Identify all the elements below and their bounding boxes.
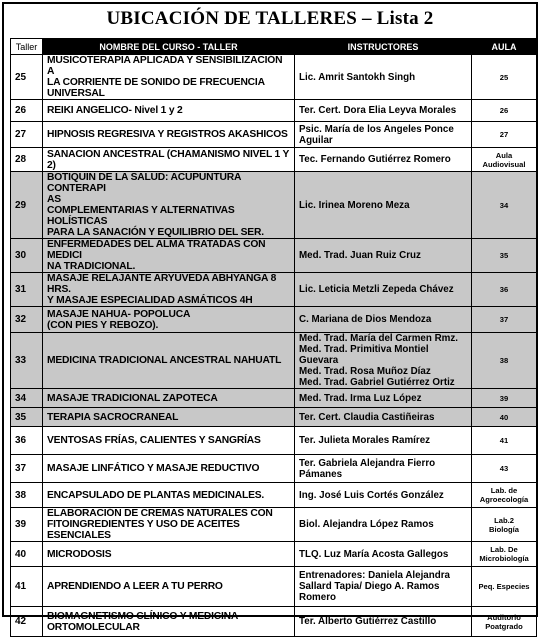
taller-number: 29 bbox=[15, 199, 27, 211]
table-row bbox=[11, 483, 537, 508]
aula-name-cell bbox=[472, 389, 537, 408]
taller-number-cell bbox=[11, 100, 43, 122]
instructor-name: Lic. Leticia Metzli Zepeda Chávez bbox=[299, 284, 454, 295]
course-name: MASAJE RELAJANTE ARYUVEDA ABHYANGA 8 HRS. Y MASAJE ESPECIALIDAD ASMÁTICOS 4H bbox=[47, 273, 277, 306]
course-name-cell bbox=[43, 408, 295, 427]
course-name-cell bbox=[43, 100, 295, 122]
course-name-cell bbox=[43, 239, 295, 273]
taller-number-cell bbox=[11, 483, 43, 508]
aula-name-cell bbox=[472, 427, 537, 455]
instructor-name: Ter. Cert. Dora Elia Leyva Morales bbox=[299, 105, 457, 116]
course-name: ENFERMEDADES DEL ALMA TRATADAS CON MEDICI NA TRADICIONAL. bbox=[47, 239, 266, 272]
course-name-cell bbox=[43, 122, 295, 148]
taller-number-cell bbox=[11, 333, 43, 389]
instructor-name-cell bbox=[295, 239, 472, 273]
table-row bbox=[11, 100, 537, 122]
course-name: BOTIQUIN DE LA SALUD: ACUPUNTURA CONTERAPI AS COMPLEMENTARIAS Y ALTERNATIVAS HOLÍSTICAS PARA LA SANACIÓN Y EQUILIBRIO DEL SER. bbox=[47, 172, 264, 238]
table-row bbox=[11, 172, 537, 239]
instructor-name: Med. Trad. Irma Luz López bbox=[299, 392, 422, 404]
taller-number-cell bbox=[11, 607, 43, 637]
instructor-name: C. Mariana de Dios Mendoza bbox=[299, 314, 432, 325]
page-title: UBICACIÓN DE TALLERES – Lista 2 bbox=[106, 8, 434, 29]
aula-name: Aula Audiovisual bbox=[482, 150, 526, 169]
course-name: ENCAPSULADO DE PLANTAS MEDICINALES. bbox=[47, 489, 265, 501]
instructor-name-cell bbox=[295, 333, 472, 389]
course-name: ELABORACIÓN DE CREMAS NATURALES CON FITOINGREDIENTES Y USO DE ACEITES ESENCIALES bbox=[47, 508, 273, 541]
instructor-name: Med. Trad. María del Carmen Rmz. Med. Trad. Primitiva Montiel Guevara Med. Trad. Rosa Muñoz Díaz Med. Trad. Gabriel Gutiérrez Ortiz bbox=[299, 333, 458, 388]
taller-number-cell bbox=[11, 542, 43, 567]
instructor-name: Ter. Gabriela Alejandra Fierro Pámanes bbox=[299, 457, 436, 480]
table-row bbox=[11, 508, 537, 542]
course-name: TERAPIA SACROCRANEAL bbox=[47, 411, 179, 423]
taller-number: 41 bbox=[15, 581, 27, 592]
instructor-name: Ter. Alberto Gutiérrez Castillo bbox=[299, 616, 437, 627]
taller-number: 31 bbox=[15, 284, 27, 295]
aula-name-cell bbox=[472, 567, 537, 607]
aula-name-cell bbox=[472, 55, 537, 100]
taller-number-cell bbox=[11, 389, 43, 408]
instructor-name-cell bbox=[295, 273, 472, 307]
document-frame bbox=[2, 2, 538, 633]
instructor-name-cell bbox=[295, 122, 472, 148]
table-row bbox=[11, 607, 537, 637]
aula-name: 43 bbox=[499, 464, 509, 473]
table-row bbox=[11, 148, 537, 172]
aula-name-cell bbox=[472, 273, 537, 307]
table-row bbox=[11, 455, 537, 483]
course-name: MEDICINA TRADICIONAL ANCESTRAL NAHUATL bbox=[47, 355, 282, 366]
aula-name: 36 bbox=[499, 285, 509, 294]
taller-number: 35 bbox=[15, 411, 27, 423]
table-row bbox=[11, 122, 537, 148]
aula-name: Lab.2 Biología bbox=[489, 515, 519, 534]
instructor-name: Entrenadores: Daniela Alejandra Sallard Tapia/ Diego A. Ramos Romero bbox=[299, 570, 450, 603]
header-curso: NOMBRE DEL CURSO - TALLER bbox=[43, 39, 295, 55]
table-row bbox=[11, 408, 537, 427]
course-name: REIKI ANGELICO- Nivel 1 y 2 bbox=[47, 105, 183, 116]
table-row bbox=[11, 333, 537, 389]
instructor-name-cell bbox=[295, 148, 472, 172]
taller-number-cell bbox=[11, 55, 43, 100]
workshop-table bbox=[10, 38, 537, 637]
taller-number: 25 bbox=[15, 71, 27, 83]
header-taller: Taller bbox=[11, 39, 43, 55]
aula-name: 38 bbox=[499, 356, 509, 365]
taller-number: 33 bbox=[15, 355, 27, 366]
instructor-name: Biol. Alejandra López Ramos bbox=[299, 519, 434, 530]
aula-name: 35 bbox=[499, 251, 509, 260]
course-name: APRENDIENDO A LEER A TU PERRO bbox=[47, 581, 223, 592]
instructor-name: Lic. Irinea Moreno Meza bbox=[299, 199, 410, 211]
aula-name: Peq. Especies bbox=[478, 582, 530, 591]
course-name: BIOMAGNETISMO CLÍNICO Y MEDICINA ORTOMOLECULAR bbox=[47, 610, 239, 633]
aula-name-cell bbox=[472, 455, 537, 483]
course-name-cell bbox=[43, 389, 295, 408]
instructor-name-cell bbox=[295, 100, 472, 122]
instructor-name-cell bbox=[295, 455, 472, 483]
taller-number: 42 bbox=[15, 616, 27, 627]
aula-name: 26 bbox=[499, 106, 509, 115]
course-name-cell bbox=[43, 172, 295, 239]
taller-number-cell bbox=[11, 455, 43, 483]
course-name-cell bbox=[43, 333, 295, 389]
aula-name: 25 bbox=[499, 72, 509, 82]
instructor-name: TLQ. Luz María Acosta Gallegos bbox=[299, 548, 449, 560]
taller-number: 38 bbox=[15, 489, 27, 501]
table-row bbox=[11, 239, 537, 273]
instructor-name: Tec. Fernando Gutiérrez Romero bbox=[299, 154, 451, 165]
instructor-name-cell bbox=[295, 567, 472, 607]
course-name-cell bbox=[43, 273, 295, 307]
instructor-name: Ter. Julieta Morales Ramírez bbox=[299, 435, 431, 446]
aula-name-cell bbox=[472, 122, 537, 148]
taller-number-cell bbox=[11, 508, 43, 542]
aula-name-cell bbox=[472, 239, 537, 273]
aula-name-cell bbox=[472, 508, 537, 542]
taller-number: 37 bbox=[15, 463, 27, 474]
aula-name-cell bbox=[472, 172, 537, 239]
header-row bbox=[11, 39, 537, 55]
course-name: MASAJE LINFÁTICO Y MASAJE REDUCTIVO bbox=[47, 463, 260, 474]
course-name-cell bbox=[43, 148, 295, 172]
header-aula: AULA bbox=[472, 39, 537, 55]
course-name: MASAJE TRADICIONAL ZAPOTECA bbox=[47, 392, 218, 404]
instructor-name-cell bbox=[295, 389, 472, 408]
course-name-cell bbox=[43, 307, 295, 333]
taller-number: 30 bbox=[15, 250, 27, 261]
taller-number-cell bbox=[11, 239, 43, 273]
instructor-name: Ter. Cert. Claudia Castiñeiras bbox=[299, 411, 435, 423]
course-name: MICRODOSIS bbox=[47, 548, 112, 560]
course-name-cell bbox=[43, 455, 295, 483]
table-row bbox=[11, 427, 537, 455]
aula-name-cell bbox=[472, 483, 537, 508]
course-name-cell bbox=[43, 55, 295, 100]
course-name: SANACION ANCESTRAL (CHAMANISMO NIVEL 1 Y 2) bbox=[47, 148, 290, 171]
aula-name-cell bbox=[472, 408, 537, 427]
aula-name: Auditorio Poatgrado bbox=[485, 612, 523, 631]
table-row bbox=[11, 567, 537, 607]
aula-name: Lab. De Microbiología bbox=[479, 545, 529, 563]
table-row bbox=[11, 55, 537, 100]
taller-number: 34 bbox=[15, 392, 27, 404]
instructor-name-cell bbox=[295, 307, 472, 333]
instructor-name-cell bbox=[295, 483, 472, 508]
instructor-name-cell bbox=[295, 408, 472, 427]
instructor-name-cell bbox=[295, 508, 472, 542]
course-name-cell bbox=[43, 607, 295, 637]
instructor-name: Psic. María de los Angeles Ponce Aguilar bbox=[299, 123, 454, 146]
course-name: MASAJE NAHUA- POPOLUCA (CON PIES Y REBOZO). bbox=[47, 308, 191, 331]
course-name: VENTOSAS FRÍAS, CALIENTES Y SANGRÍAS bbox=[47, 435, 261, 446]
taller-number: 28 bbox=[15, 154, 27, 165]
course-name-cell bbox=[43, 483, 295, 508]
aula-name-cell bbox=[472, 100, 537, 122]
aula-name-cell bbox=[472, 148, 537, 172]
instructor-name-cell bbox=[295, 542, 472, 567]
instructor-name-cell bbox=[295, 607, 472, 637]
instructor-name: Med. Trad. Juan Ruiz Cruz bbox=[299, 250, 421, 261]
taller-number-cell bbox=[11, 273, 43, 307]
taller-number-cell bbox=[11, 408, 43, 427]
instructor-name: Lic. Amrit Santokh Singh bbox=[299, 71, 416, 83]
aula-name: 34 bbox=[499, 200, 509, 210]
taller-number: 32 bbox=[15, 314, 27, 325]
table-row bbox=[11, 542, 537, 567]
aula-name: 41 bbox=[499, 436, 509, 445]
course-name-cell bbox=[43, 542, 295, 567]
taller-number: 26 bbox=[15, 105, 27, 116]
course-name: HIPNOSIS REGRESIVA Y REGISTROS AKASHICOS bbox=[47, 129, 288, 140]
course-name-cell bbox=[43, 427, 295, 455]
instructor-name-cell bbox=[295, 55, 472, 100]
taller-number: 36 bbox=[15, 435, 27, 446]
table-row bbox=[11, 307, 537, 333]
taller-number: 40 bbox=[15, 548, 27, 560]
aula-name: 27 bbox=[499, 130, 509, 139]
taller-number-cell bbox=[11, 172, 43, 239]
taller-number-cell bbox=[11, 427, 43, 455]
table-row bbox=[11, 273, 537, 307]
course-name-cell bbox=[43, 508, 295, 542]
taller-number-cell bbox=[11, 148, 43, 172]
table-row bbox=[11, 389, 537, 408]
aula-name: 37 bbox=[499, 315, 509, 324]
aula-name-cell bbox=[472, 333, 537, 389]
taller-number-cell bbox=[11, 307, 43, 333]
course-name-cell bbox=[43, 567, 295, 607]
instructor-name-cell bbox=[295, 172, 472, 239]
aula-name: 40 bbox=[499, 412, 509, 422]
taller-number-cell bbox=[11, 122, 43, 148]
aula-name-cell bbox=[472, 542, 537, 567]
header-instructores: INSTRUCTORES bbox=[295, 39, 472, 55]
aula-name-cell bbox=[472, 307, 537, 333]
aula-name-cell bbox=[472, 607, 537, 637]
taller-number: 27 bbox=[15, 129, 27, 140]
instructor-name: Ing. José Luis Cortés González bbox=[299, 489, 444, 501]
aula-name: 39 bbox=[499, 393, 509, 403]
taller-number-cell bbox=[11, 567, 43, 607]
aula-name: Lab. de Agroecología bbox=[479, 486, 529, 504]
course-name: MUSICOTERAPIA APLICADA Y SENSIBILIZACIÓN A LA CORRIENTE DE SONIDO DE FRECUENCIA UNIVERSAL bbox=[47, 55, 283, 99]
taller-number: 39 bbox=[15, 519, 27, 530]
instructor-name-cell bbox=[295, 427, 472, 455]
